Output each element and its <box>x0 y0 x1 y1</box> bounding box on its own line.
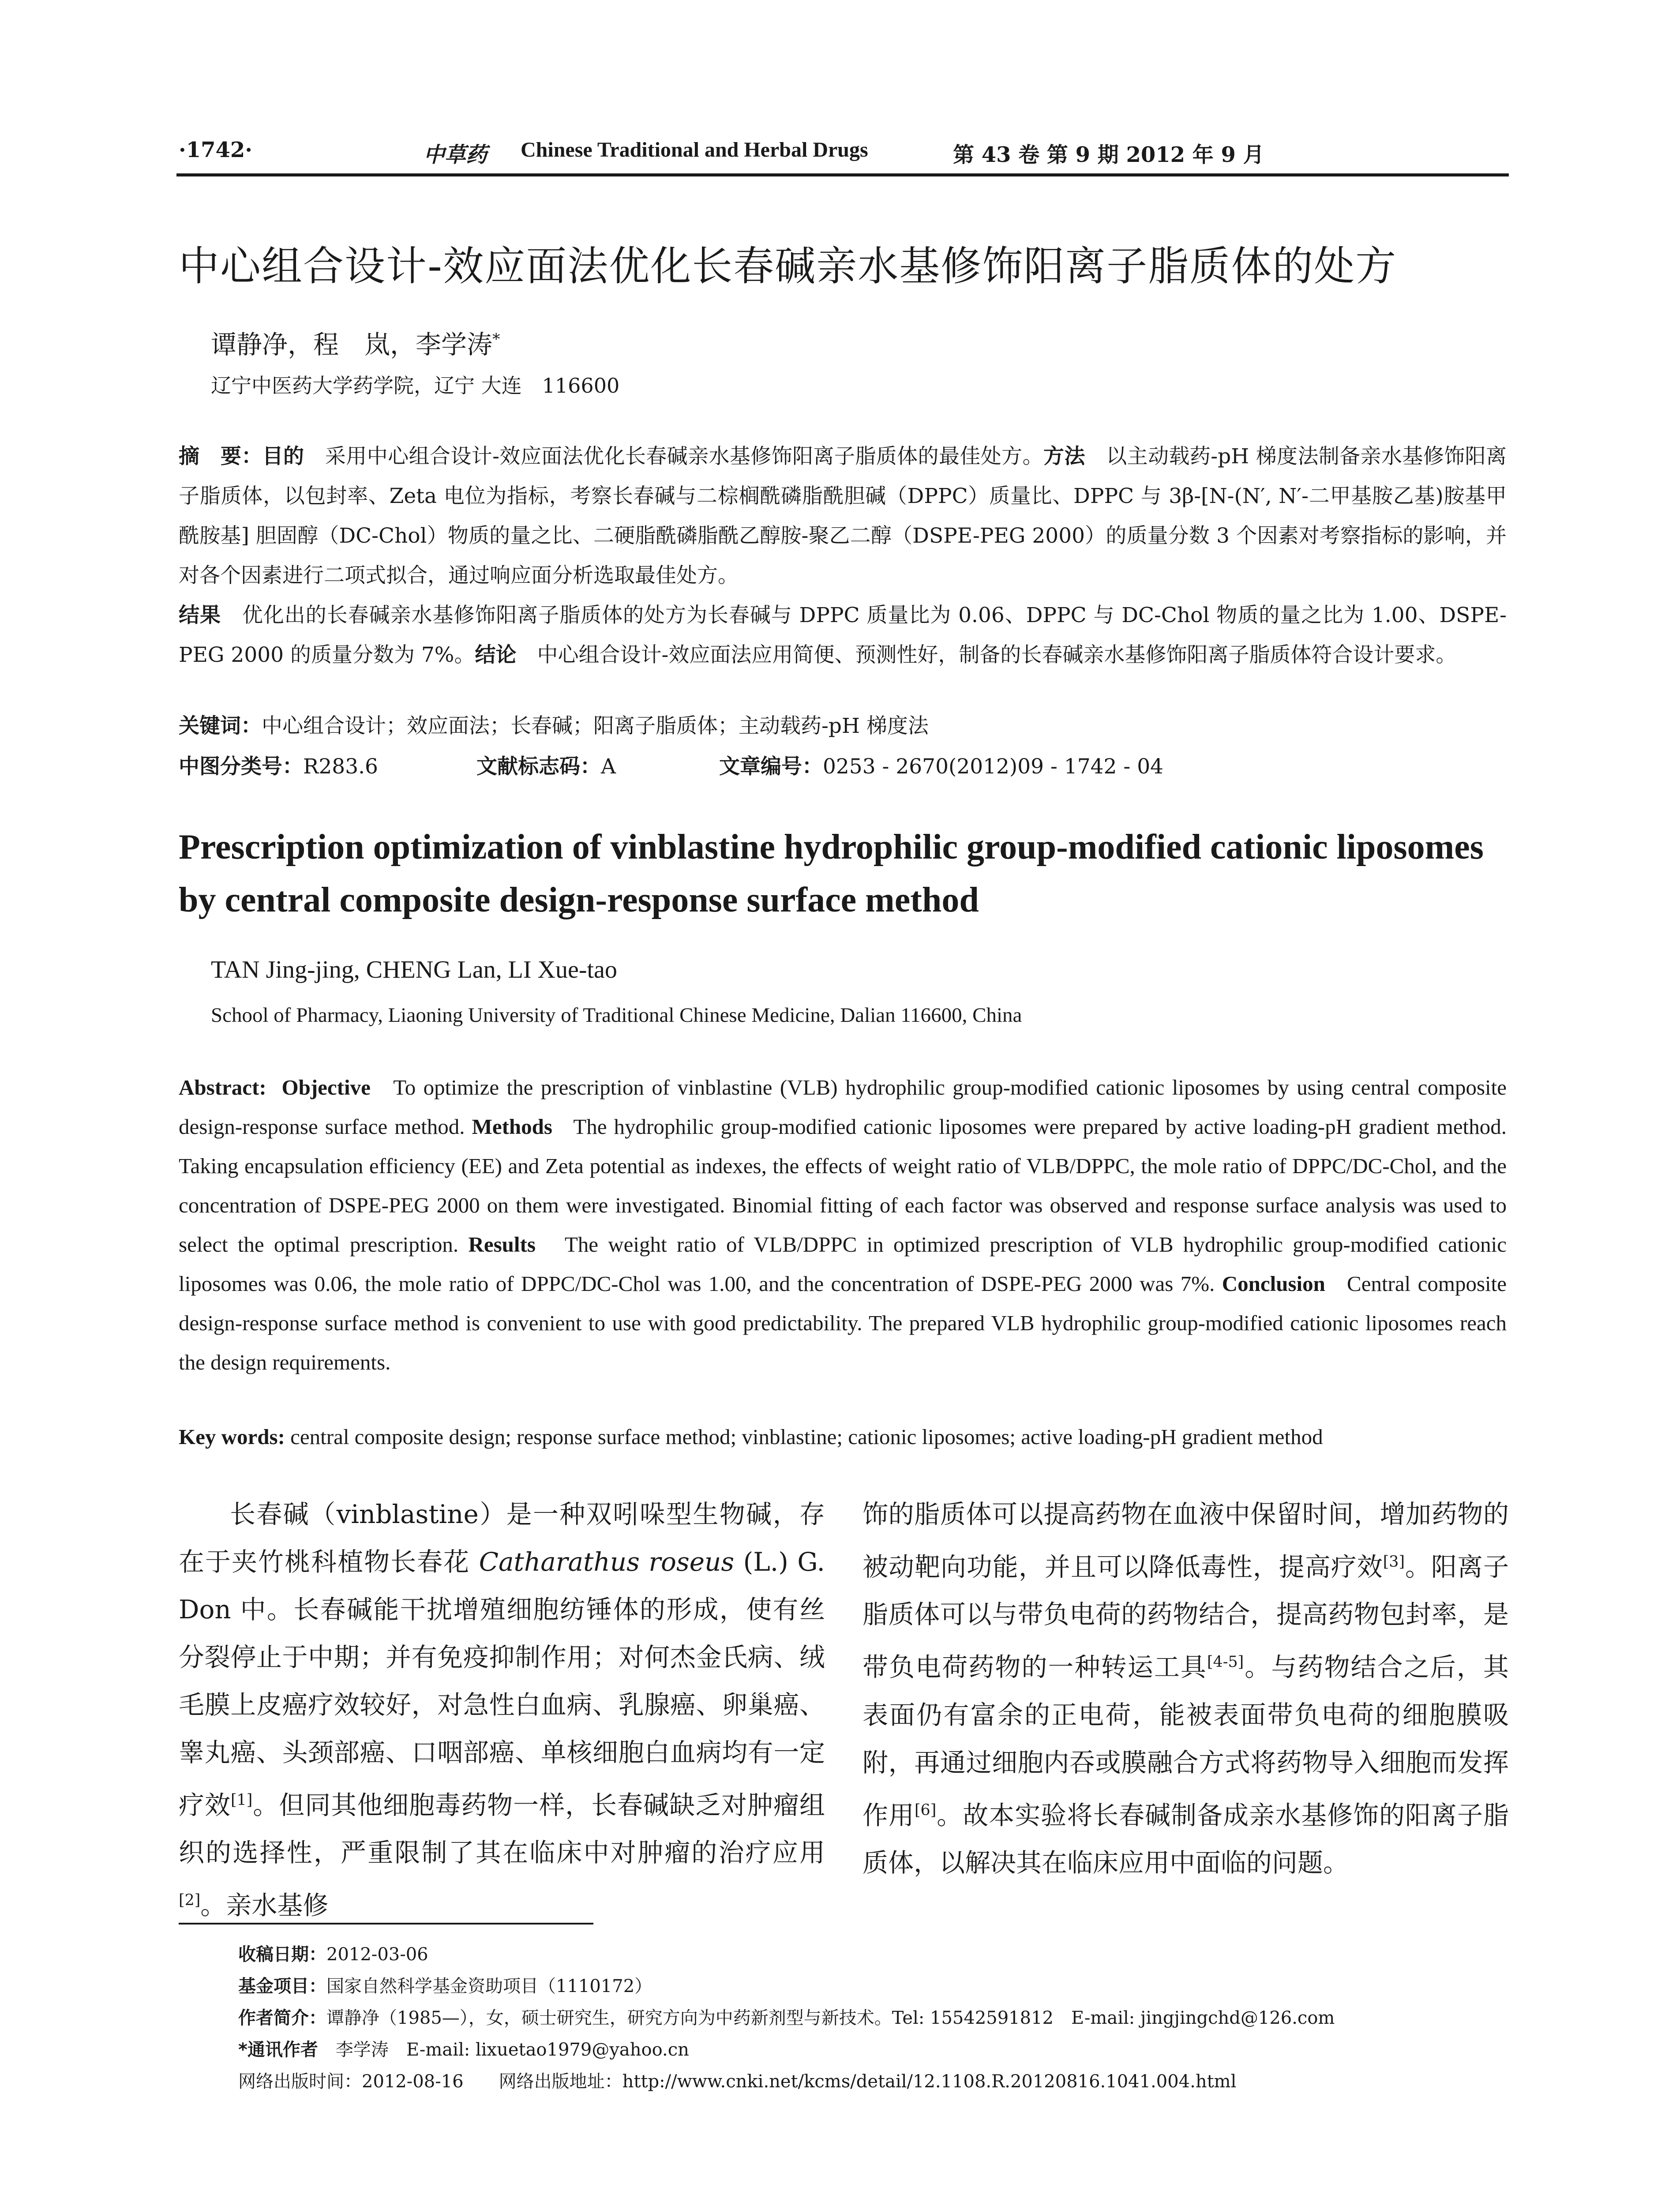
footnote-label: 收稿日期： <box>238 1944 326 1965</box>
citation: [6] <box>914 1801 937 1819</box>
cn-objective-label: 目的 <box>262 444 304 469</box>
citation: [3] <box>1383 1553 1405 1571</box>
cn-title: 中心组合设计-效应面法优化长春碱亲水基修饰阳离子脂质体的处方 <box>179 243 1397 290</box>
en-methods-label: Methods <box>472 1114 552 1139</box>
citation: [2] <box>179 1891 201 1910</box>
footnote-text: 2012-08-16 <box>362 2071 464 2092</box>
body-paragraph <box>179 1490 825 1929</box>
body-text: 。阳离子脂质体可以与带负电荷的药物结合，提高药物包封率，是带负电荷药物的一种转运工具 <box>862 1552 1509 1682</box>
footnote-received <box>238 1940 428 1966</box>
cn-authors <box>211 324 500 361</box>
cn-methods-text: 以主动载药-pH 梯度法制备亲水基修饰阳离子脂质体，以包封率、Zeta 电位为指标，考察长春碱与二棕榈酰磷脂酰胆碱（DPPC）质量比、DPPC 与 3β-[N-(N′, N′-二甲基胺乙基)胺基甲酰胺基] 胆固醇（DC-Chol）物质的量之比、二硬脂酰磷脂酰乙醇胺-聚乙二醇（DSPE-PEG 2000）的质量分数 3 个因素对考察指标的影响，并对各个因素进行二项式拟合，通过响应面分析选取最佳处方。 <box>179 444 1507 588</box>
en-affiliation: School of Pharmacy, Liaoning University of Traditional Chinese Medicine, Dalian 116600, China <box>211 1004 1022 1027</box>
en-authors: TAN Jing-jing, CHENG Lan, LI Xue-tao <box>211 956 617 983</box>
en-conclusion-label: Conclusion <box>1222 1272 1325 1296</box>
cn-abstract-label: 摘 要： <box>179 444 262 469</box>
footnote-label: 网络出版时间： <box>238 2071 362 2092</box>
citation: [4-5] <box>1207 1653 1244 1671</box>
journal-name-en: Chinese Traditional and Herbal Drugs <box>521 138 868 161</box>
footnote-rule <box>179 1923 593 1925</box>
cn-results-text: 优化出的长春碱亲水基修饰阳离子脂质体的处方为长春碱与 DPPC 质量比为 0.06、DPPC 与 DC-Chol 物质的量之比为 1.00、DSPE-PEG 2000 的质量分数为 7%。 <box>179 603 1507 667</box>
cn-keywords <box>179 709 929 739</box>
journal-issue: 第 43 卷 第 9 期 2012 年 9 月 <box>953 143 1264 167</box>
footnote-online <box>238 2067 1236 2093</box>
cn-doc-code <box>476 750 616 780</box>
doc-code-value: A <box>601 754 616 779</box>
article-no-label: 文章编号： <box>719 754 823 779</box>
header-rule <box>176 173 1509 176</box>
online-url[interactable]: http://www.cnki.net/kcms/detail/12.1108.R.20120816.1041.004.html <box>622 2071 1237 2092</box>
en-abstract <box>179 1068 1507 1382</box>
footnote-label: 基金项目： <box>238 1976 326 1996</box>
body-text: 。故本实验将长春碱制备成亲水基修饰的阳离子脂质体，以解决其在临床应用中面临的问题。 <box>862 1800 1509 1878</box>
cn-classification <box>179 750 378 780</box>
footnote-corresponding <box>238 2036 689 2061</box>
body-text: 长春碱（vinblastine）是一种双吲哚型生物碱，存在于夹竹桃科植物长春花 <box>179 1499 825 1577</box>
cn-keywords-label: 关键词： <box>179 714 262 738</box>
article-no-value: 0253 - 2670(2012)09 - 1742 - 04 <box>823 754 1164 779</box>
en-keywords <box>179 1424 1323 1449</box>
footnote-text: 谭静净（1985—），女，硕士研究生，研究方向为中药新剂型与新技术。Tel: 15542591812 E-mail: jingjingchd@126.com <box>326 2008 1335 2028</box>
page-number: ·1742· <box>179 138 253 162</box>
body-text: (L.) G. Don 中。长春碱能干扰增殖细胞纺锤体的形成，使有丝分裂停止于中期；并有免疫抑制作用；对何杰金氏病、绒毛膜上皮癌疗效较好，对急性白血病、乳腺癌、卵巢癌、睾丸癌、头颈部癌、口咽部癌、单核细胞白血病均有一定疗效 <box>179 1547 825 1820</box>
cn-methods-label: 方法 <box>1043 444 1085 469</box>
cn-conclusion-label: 结论 <box>475 643 517 667</box>
body-column-left <box>179 1490 825 1929</box>
cn-abstract <box>179 437 1507 675</box>
footnote-fund <box>238 1972 652 1997</box>
en-keywords-label: Key words: <box>179 1425 285 1449</box>
clc-value: R283.6 <box>303 754 378 779</box>
body-text: 。亲水基修 <box>200 1890 329 1921</box>
corresponding-mark: * <box>492 330 500 349</box>
clc-label: 中图分类号： <box>179 754 303 779</box>
doc-code-label: 文献标志码： <box>476 754 601 779</box>
cn-article-no <box>719 750 1163 780</box>
journal-name-cn: 中草药 <box>424 143 488 167</box>
body-text: 。但同其他细胞毒药物一样，长春碱缺乏对肿瘤组织的选择性，严重限制了其在临床中对肿瘤的治疗应用 <box>179 1790 825 1868</box>
en-conclusion-text: Central composite design-response surface method is convenient to use with good predictability. The prepared VLB hydrophilic group-modified cationic liposomes reach the design requirements. <box>179 1272 1507 1374</box>
en-title: Prescription optimization of vinblastine hydrophilic group-modified cationic liposomes by central composite design-response surface method <box>179 828 1484 919</box>
cn-keywords-text: 中心组合设计；效应面法；长春碱；阳离子脂质体；主动载药-pH 梯度法 <box>262 714 929 738</box>
body-text: 饰的脂质体可以提高药物在血液中保留时间，增加药物的被动靶向功能，并且可以降低毒性，提高疗效 <box>862 1499 1509 1582</box>
footnote-text: 2012-03-06 <box>326 1944 428 1965</box>
footnote-label: 作者简介： <box>238 2008 326 2028</box>
footnote-text: 李学涛 E-mail: lixuetao1979@yahoo.cn <box>335 2040 689 2060</box>
en-objective-label: Objective <box>281 1075 371 1099</box>
cn-conclusion-text: 中心组合设计-效应面法应用简便、预测性好，制备的长春碱亲水基修饰阳离子脂质体符合设计要求。 <box>537 643 1457 667</box>
en-abstract-label: Abstract: <box>179 1075 266 1099</box>
cn-objective-text: 采用中心组合设计-效应面法优化长春碱亲水基修饰阳离子脂质体的最佳处方。 <box>325 444 1043 469</box>
footnote-text: 国家自然科学基金资助项目（1110172） <box>326 1976 652 1996</box>
citation: [1] <box>230 1791 253 1809</box>
footnote-bio <box>238 2004 1335 2029</box>
en-objective-text: To optimize the prescription of vinblastine (VLB) hydrophilic group-modified cationic liposomes by using central composite design-response surface method. <box>179 1075 1507 1139</box>
body-paragraph <box>862 1490 1509 1887</box>
cn-affiliation: 辽宁中医药大学药学院，辽宁 大连 116600 <box>211 374 620 398</box>
footnote-label: *通讯作者 <box>238 2040 318 2060</box>
body-column-right <box>862 1490 1509 1887</box>
footnote-label: 网络出版地址： <box>499 2071 622 2092</box>
en-results-text: The weight ratio of VLB/DPPC in optimized prescription of VLB hydrophilic group-modified cationic liposomes was 0.06, the mole ratio of DPPC/DC-Chol was 1.00, and the concentration of DSPE-PEG 2000 was 7%. <box>179 1232 1507 1296</box>
species-name: Catharathus roseus <box>479 1547 735 1577</box>
en-results-label: Results <box>468 1232 536 1257</box>
en-keywords-text: central composite design; response surface method; vinblastine; cationic liposomes; active loading-pH gradient method <box>290 1425 1323 1449</box>
body-text: 。与药物结合之后，其表面仍有富余的正电荷，能被表面带负电荷的细胞膜吸附，再通过细胞内吞或膜融合方式将药物导入细胞而发挥作用 <box>862 1652 1509 1830</box>
en-methods-text: The hydrophilic group-modified cationic liposomes were prepared by active loading-pH gradient method. Taking encapsulation efficiency (EE) and Zeta potential as indexes, the effects of weight ratio of VLB/DPPC, the mole ratio of DPPC/DC-Chol, and the concentration of DSPE-PEG 2000 on them were investigated. Binomial fitting of each factor was observed and response surface analysis was used to select the optimal prescription. <box>179 1114 1507 1257</box>
cn-results-label: 结果 <box>179 603 221 627</box>
cn-author-names: 谭静净，程 岚，李学涛 <box>211 330 493 360</box>
